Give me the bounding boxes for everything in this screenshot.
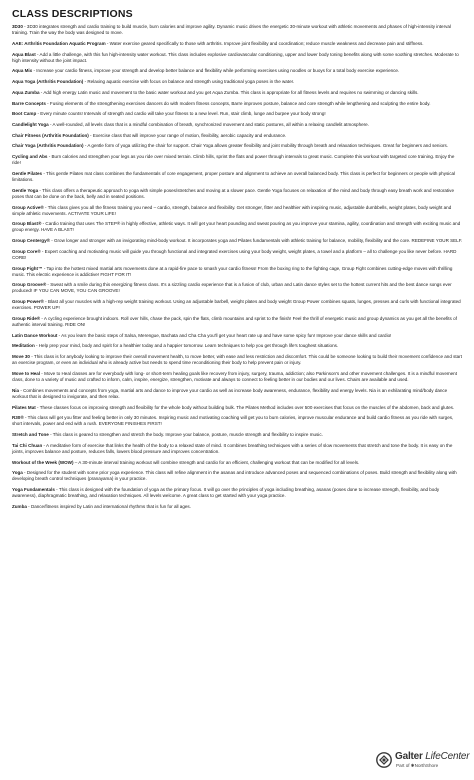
class-name: Tai Chi Chuan: [12, 442, 43, 448]
class-entry: [12, 79, 464, 85]
class-descriptions-page: [12, 8, 464, 515]
class-description: - Increase your cardio fitness, improve your strength and develop better balance and flexibility while performing exercises using noodles or buoys for a total body exercise experience.: [32, 68, 400, 74]
class-name: Group Centergy®: [12, 238, 50, 244]
class-description: - Help prep your mind, body and spirit for a healthier today and a happier tomorrow. Learn techniques to help you get through life's toughest situations.: [34, 343, 339, 349]
class-description: - This class is for anybody looking to improve their overall movement health, to move better, with ease and less restriction and discomfort. This could be someone looking to build their movement confidence and start an exercise program, or even an individual who is already active but needs to spend time reconditioning their body to help prevent pain or injury.: [12, 354, 462, 366]
class-description: - This class is designed with the foundation of yoga as the primary focus. It will go over the principles of yoga including breathing, asanas (poses done to increase strength, flexibility, and body awareness), diaphragmatic breathing, and relaxation techniques. All levels welcome. A great class to get started with your yoga practice.: [12, 487, 440, 499]
galter-logo-icon: [376, 752, 392, 768]
class-entry: [12, 171, 464, 183]
class-entry: [12, 111, 464, 117]
class-entry: [12, 460, 464, 466]
class-description: - Designed for the student with some prior yoga experience. This class will refine alignment in the asanas and introduce advanced poses and sequenced combinations of poses. Build strength and flexibility along with developing breath control techniques (pranayama) in your practice.: [12, 470, 457, 482]
class-description: - 3D30 integrates strength and cardio training to build muscle, burn calories and improve agility. Dynamic music drives the energetic 30-minute workout with athletic movements and phases of high-intensity interval training. Train the way the body was designed to move.: [12, 24, 451, 36]
class-description: - Grow longer and stronger with an invigorating mind-body workout. It incorporates yoga and Pilates fundamentals with athletic training for balance, mobility, flexibility and the core. REDEFINE YOUR SELF.: [49, 238, 463, 244]
class-entry: [12, 333, 464, 339]
class-description: - Add a little challenge, with this fun high-intensity water workout. This class includes explosive cardiovascular conditioning, upper and lower body toning benefits along with some soothing stretches. Moderate to high intensity without the joint impact.: [12, 51, 459, 63]
class-entry: [12, 188, 464, 200]
class-entry: [12, 205, 464, 217]
class-entry: [12, 443, 464, 455]
logo-brand-light: LifeCenter: [422, 751, 470, 762]
class-name: Boot Camp: [12, 111, 37, 117]
class-entry: [12, 504, 464, 510]
class-description: - As you learn the basic steps of Salsa, Merengue, Bachata and Cha Cha you'll get your heart rate up and have some spicy fun! Improve your dance skills and cardio!: [57, 332, 392, 338]
class-entry: [12, 101, 464, 107]
class-description: – A 30-minute interval training workout will combine strength and cardio for an efficient, challenging workout that can be modified for all levels.: [73, 459, 360, 465]
class-description: - Tap into the hottest mixed martial arts movements done at a rapid-fire pace to smash your cardio fitness! From the boxing ring to the fighting cage, Group Fight combines cutting-edge moves with thrilling music. This electric experience is addictive! FIGHT FOR IT!: [12, 265, 453, 277]
class-entry: [12, 470, 464, 482]
class-entry: [12, 24, 464, 36]
class-entry: [12, 221, 464, 233]
class-name: Aqua Zumba: [12, 89, 40, 95]
class-entry: [12, 415, 464, 427]
class-entry: [12, 266, 464, 278]
class-description: - A cycling experience brought indoors. Roll over hills, chase the pack, spin the flats, climb mountains and sprint to the finish! Feel the thrill of energetic music and group dynamics as you get all the benefits of authentic interval training. RIDE ON!: [12, 315, 457, 327]
class-name: Move to Heal: [12, 370, 41, 376]
class-description: - This gentle Pilates mat class combines the fundamentals of core engagement, proper posture and alignment to achieve an overall balanced body. This class is perfect for beginners or people with physical limitations.: [12, 170, 456, 182]
class-name: Barre Concepts: [12, 100, 46, 106]
class-name: AAE: Arthritis Foundation Aquatic Program: [12, 40, 106, 46]
class-name: R30®: [12, 415, 24, 421]
class-name: Group Groove®: [12, 282, 47, 288]
class-entry: [12, 354, 464, 366]
class-description: - These classes focus on improving strength and flexibility for the whole body without building bulk. The Pilates Method includes over 500 exercises that focus on the muscles of the abdomen, back and glutes.: [35, 404, 455, 410]
class-name: Group Blast®: [12, 221, 42, 227]
logo-tagline: Part of ✱NorthShore: [396, 763, 439, 768]
class-name: Chair Fitness (Arthritis Foundation): [12, 132, 89, 138]
class-name: Gentle Pilates: [12, 170, 43, 176]
class-entry: [12, 143, 464, 149]
class-entry: [12, 154, 464, 166]
class-name: Workout of the Week (WOW): [12, 459, 74, 465]
class-description: - Dance/fitness inspired by Latin and international rhythms that is fun for all ages.: [26, 503, 191, 509]
class-entry: [12, 90, 464, 96]
class-entry: [12, 249, 464, 261]
class-name: Aqua Yoga (Arthritis Foundation): [12, 79, 84, 85]
class-description: - Add high energy Latin music and movement to the basic water workout and you get Aqua Zumba. This class is appropriate for all fitness levels and requires no swimming or dancing skills.: [39, 89, 419, 95]
class-description: - Sweat with a smile during this energizing fitness class. It's a sizzling cardio experience that is a fusion of club, urban and Latin dance styles set to the hottest current hits and the best dance songs ever produced! IF YOU CAN MOVE, YOU CAN GROOVE!: [12, 282, 452, 294]
class-description: - This class will get you fitter and feeling better in only 30 minutes. Inspiring music and motivating coaching will get you to burn calories, improve muscular endurance and build cardio fitness as you ride with surges, short intervals, power and end with a rush. EVERYONE FINISHES FIRST!: [12, 415, 454, 427]
class-name: Zumba: [12, 503, 27, 509]
class-list: [12, 24, 464, 510]
class-entry: [12, 68, 464, 74]
class-name: Nia: [12, 387, 20, 393]
class-description: - A meditative form of exercise that links the health of the body to a relaxed state of mind. It combines breathing techniques with a series of slow movements that stretch and tone the body. It is easy on the joints, improves balance and posture, reduces falls, lowers blood pressure and improves concentration.: [12, 442, 453, 454]
class-name: Chair Yoga (Arthritis Foundation): [12, 143, 84, 149]
class-description: - Burn calories and strengthen your legs as you ride over mixed terrain. Climb hills, sprint the flats and power through intervals to great music. Complete this workout with targeted core training. Enjoy the ride!: [12, 154, 455, 166]
class-name: Aqua Mix: [12, 68, 33, 74]
class-description: - Every minute counts! Intervals of strength and cardio will take your fitness to a new level. Run, stair climb, lunge and burpee your body strong!: [36, 111, 326, 117]
class-name: Group Power®: [12, 299, 44, 305]
class-name: Aqua Blast: [12, 51, 36, 57]
class-entry: [12, 133, 464, 139]
class-name: Group Fight™: [12, 265, 43, 271]
logo-brand-bold: Galter: [395, 751, 423, 762]
class-name: Stretch and Tone: [12, 432, 49, 438]
class-entry: [12, 282, 464, 294]
class-name: Latin Dance Workout: [12, 332, 58, 338]
class-description: - Expert coaching and motivating music will guide you through functional and integrated exercises using your body weight, weight plates, a towel and a platform – all to challenge you like never before. HARD CORE!: [12, 248, 457, 260]
class-description: - Combines movements and concepts from yoga, martial arts and dance to improve your cardio as well as increase body awareness, endurance, flexibility and energy levels. Nia is an exhilarating mind/body dance workout that is designed to invigorate, and then relax.: [12, 387, 448, 399]
class-name: Move 30: [12, 354, 30, 360]
class-entry: [12, 487, 464, 499]
galter-lifecenter-logo: [376, 749, 470, 773]
class-entry: [12, 405, 464, 411]
class-name: Group Core®: [12, 248, 41, 254]
class-description: - Cardio training that uses The STEP® in highly effective, athletic ways. It will get your heart pounding and sweat pouring as you improve your stamina, agility, coordination and strength with exciting music and group energy. HAVE A BLAST!: [12, 221, 461, 233]
class-description: - Fusing elements of the strengthening exercises dancers do with modern fitness concepts, Barre improves posture, balance and core strength while lengthening and sculpting the entire body.: [45, 100, 431, 106]
class-description: - A gentle form of yoga utilizing the chair for support. Chair Yoga allows greater flexibility and joint mobility through breath and relaxation techniques. Great for beginners and seniors.: [83, 143, 449, 149]
class-entry: [12, 316, 464, 328]
class-description: - A well-rounded, all levels class that is a mindful combination of breath, synchronized movement and static postures, all within a relaxing candlelit atmosphere.: [48, 121, 369, 127]
class-entry: [12, 52, 464, 64]
class-name: Pilates Mat: [12, 404, 36, 410]
class-entry: [12, 122, 464, 128]
class-name: Group Active®: [12, 204, 44, 210]
class-entry: [12, 432, 464, 438]
class-entry: [12, 343, 464, 349]
class-description: - Move to Heal classes are for everybody with long- or short-term healing goals like recovery from injury, surgery, trauma, addiction; also Parkinson's and other movement challenges. It is a mindful movement class, done to a variety of music and crafted to inform, calm, inspire, energize, strengthen, motivate and always to connect to feeling better in our bodies and our lives. Chairs are available and used.: [12, 370, 457, 383]
class-entry: [12, 388, 464, 400]
class-name: Candlelight Yoga: [12, 121, 49, 127]
class-entry: [12, 41, 464, 47]
class-name: Meditation: [12, 343, 35, 349]
class-description: - Blast all your muscles with a high-rep weight training workout. Using an adjustable barbell, weight plates and body weight Group Power combines squats, lunges, presses and curls with functional integrated exercises. POWER UP!: [12, 299, 461, 311]
class-entry: [12, 371, 464, 383]
class-name: Yoga Fundamentals: [12, 487, 55, 493]
class-entry: [12, 238, 464, 244]
class-description: - This class is geared to strengthen and stretch the body. Improve your balance, posture, muscle strength and flexibility to inspire music.: [48, 432, 323, 438]
class-name: Gentle Yoga: [12, 187, 39, 193]
page-title: CLASS DESCRIPTIONS: [12, 8, 133, 20]
class-description: - This class gives you all the fitness training you need – cardio, strength, balance and flexibility. Get stronger, fitter and healthier with inspiring music, adjustable dumbbells, weight plates, body weight and simple athletic movements. ACTIVATE YOUR LIFE!: [12, 204, 452, 216]
class-description: - This class offers a therapeutic approach to yoga with simple poses/stretches and moving at a slower pace. Gentle Yoga focuses on relaxation of the mind and body through easy breath work and restorative poses that can be done on the back, belly and in seated positions.: [12, 187, 454, 199]
class-description: - Relaxing aquatic exercise with focus on balance and strength using traditional yoga poses in the water.: [83, 79, 295, 85]
class-entry: [12, 299, 464, 311]
class-name: 3D30: [12, 24, 23, 29]
logo-brand: [395, 751, 469, 762]
class-description: - Exercise class that will improve your range of motion, flexibility, aerobic capacity and endurance.: [88, 132, 287, 138]
class-name: Cycling and Abs: [12, 154, 48, 160]
class-description: - Water exercise geared specifically to those with arthritis. Improve joint flexibility and coordination; reduce muscle weakness and decrease pain and stiffness.: [105, 40, 424, 46]
class-name: Yoga: [12, 470, 23, 476]
class-name: Group Ride®: [12, 315, 41, 321]
